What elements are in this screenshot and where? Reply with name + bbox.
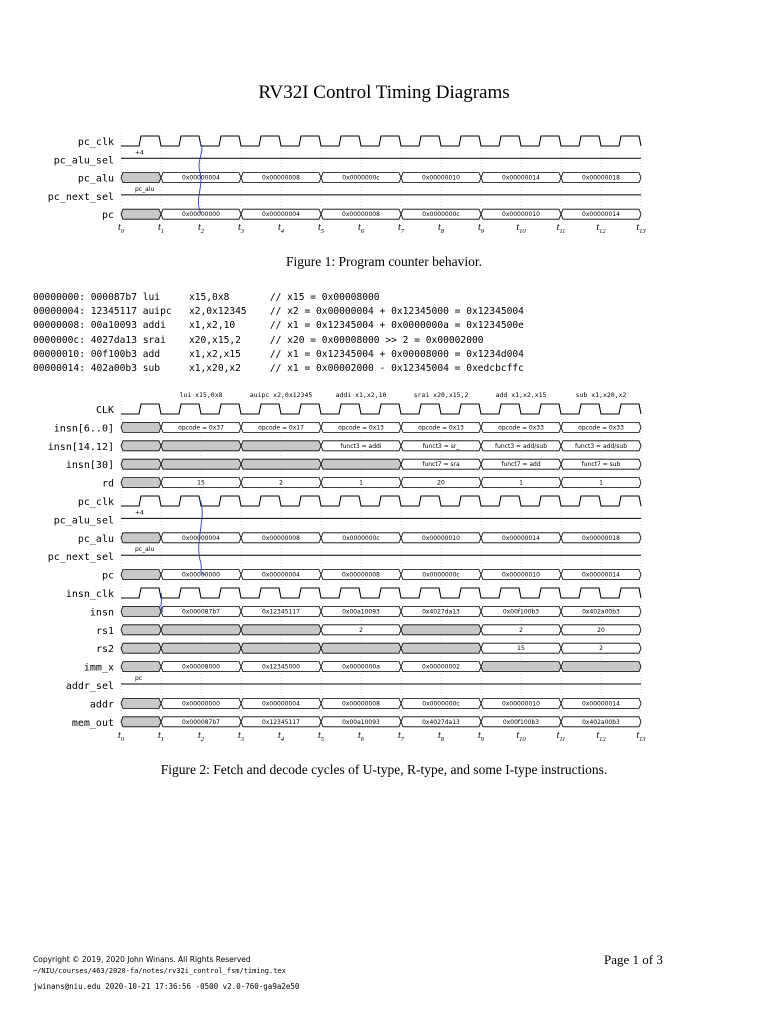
tick-label: $t_{13}$ [636, 729, 646, 743]
fig2-addr-value: 0x00000014 [582, 700, 620, 708]
tick-subscript: 9 [480, 228, 485, 236]
fig1-label-pc-clk: pc_clk [77, 137, 114, 148]
page-number: Page 1 of 3 [604, 952, 663, 967]
fig2-label-pc: pc [101, 570, 114, 582]
tick-label: $t_1$ [157, 222, 165, 236]
tick-subscript: 13 [639, 735, 646, 743]
fig2-pc-alu-value: 0x00000004 [182, 534, 220, 542]
figure-2-caption: Figure 2: Fetch and decode cycles of U-type, R-type, and some I-type instructions. [160, 762, 608, 777]
tick-label: $t_{12}$ [596, 729, 606, 743]
fig2-rd-segment [121, 478, 161, 488]
fig2-rs1-segment [241, 625, 321, 635]
tick-label: $t_8$ [437, 222, 445, 236]
tick-label: $t_0$ [117, 222, 125, 236]
tick-label: $t_{10}$ [516, 729, 526, 743]
source-path: ~/NIU/courses/463/2020-fa/notes/rv32i_control_fsm/timing.tex [33, 967, 286, 975]
tick-label: $t_1$ [157, 729, 165, 743]
document-title: RV32I Control Timing Diagrams [258, 82, 510, 103]
fig1-label-pc-next-sel: pc_next_sel [47, 191, 114, 203]
fig1-pc-alu-sel-value: +4 [135, 149, 144, 157]
fig2-insn-14-12-segment [121, 441, 161, 451]
fig2-pc-alu-value: 0x00000008 [262, 534, 300, 542]
fig2-addr-sel-value: pc [135, 675, 143, 682]
fig2-insn-14-12-value: funct3 = add/sub [574, 442, 628, 450]
fig2-insn-6-0-value: opcode = 0x33 [498, 424, 544, 432]
figure-1-caption: Figure 1: Program counter behavior. [285, 254, 483, 269]
fig2-insn-value: 0x000087b7 [182, 608, 220, 616]
fig1-pc-value: 0x00000008 [342, 211, 380, 219]
fig2-insn-30-value: funct7 = sra [422, 461, 460, 469]
tick-subscript: 7 [400, 228, 405, 236]
fig2-rs2-segment [161, 643, 241, 653]
fig1-pc-value: 0x00000010 [502, 211, 540, 219]
tick-label: $t_7$ [397, 729, 405, 743]
fig2-rd-value: 1 [599, 479, 603, 487]
fig2-mem-out-value: 0x000087b7 [182, 718, 220, 726]
fig1-label-pc-alu-sel: pc_alu_sel [53, 155, 114, 167]
fig2-label-insn-clk: insn_clk [65, 589, 114, 600]
fig2-rd-value: 15 [197, 479, 205, 487]
version-info: jwinans@niu.edu 2020-10-21 17:36:56 -0500 v2.0-760-ga9a2e50 [33, 982, 300, 991]
fig2-rd-value: 1 [519, 479, 523, 487]
fig2-pc-alu-value: 0x0000000c [342, 534, 380, 542]
fig2-label-addr: addr [89, 699, 114, 711]
tick-label: $t_{12}$ [596, 222, 606, 236]
tick-subscript: 11 [559, 228, 566, 236]
fig2-label-imm-x: imm_x [83, 662, 114, 674]
fig2-addr-value: 0x00000000 [182, 700, 220, 708]
fig2-rs2-segment [121, 643, 161, 653]
fig2-label-rs1: rs1 [95, 625, 114, 637]
fig2-pc-value: 0x0000000c [422, 571, 460, 579]
fig2-pc-value: 0x00000014 [582, 571, 620, 579]
tick-subscript: 7 [400, 735, 405, 743]
fig2-imm-x-value: 0x12345000 [262, 663, 300, 671]
tick-subscript: 11 [559, 735, 566, 743]
fig2-addr-value: 0x00000010 [502, 700, 540, 708]
tick-subscript: 3 [240, 228, 245, 236]
tick-label: $t_4$ [277, 729, 285, 743]
code-line: 00000004: 12345117 auipc x2,0x12345 // x2 = 0x00000004 + 0x12345000 = 0x12345004 [33, 306, 524, 318]
fig1-pc-value: 0x00000000 [182, 211, 220, 219]
fig2-insn-30-segment [241, 459, 321, 469]
tick-label: $t_7$ [397, 222, 405, 236]
fig2-insn-6-0-value: opcode = 0x13 [418, 424, 464, 432]
fig2-label-insn-6-0: insn[6..0] [53, 423, 114, 435]
fig2-pc-value: 0x00000010 [502, 571, 540, 579]
fig2-insn-6-0-value: opcode = 0x33 [578, 424, 624, 432]
fig1-pc-alu-value: 0x00000004 [182, 174, 220, 182]
tick-label: $t_0$ [117, 729, 125, 743]
fig1-pc-alu-segment [121, 173, 161, 183]
tick-subscript: 4 [280, 228, 285, 236]
tick-subscript: 2 [200, 228, 205, 236]
fig2-insn-6-0-value: opcode = 0x13 [338, 424, 384, 432]
tick-subscript: 8 [440, 735, 445, 743]
fig2-addr-segment [121, 698, 161, 708]
fig2-pc-value: 0x00000008 [342, 571, 380, 579]
tick-subscript: 5 [320, 735, 325, 743]
fig2-instr-label: addi x1,x2,10 [335, 391, 387, 399]
fig1-pc-value: 0x0000000c [422, 211, 460, 219]
fig2-label-insn-14-12: insn[14.12] [47, 441, 114, 453]
fig2-rd-value: 1 [359, 479, 363, 487]
fig2-mem-out-value: 0x4027da13 [422, 718, 460, 726]
fig2-rs1-value: 2 [519, 626, 523, 634]
fig2-instr-label: auipc x2,0x12345 [249, 391, 313, 399]
tick-subscript: 4 [280, 735, 285, 743]
fig2-label-pc-next-sel: pc_next_sel [47, 552, 114, 564]
fig2-addr-value: 0x0000000c [422, 700, 460, 708]
tick-label: $t_6$ [357, 729, 365, 743]
fig2-label-insn: insn [89, 607, 114, 619]
fig2-mem-out-segment [121, 717, 161, 727]
tick-label: $t_5$ [317, 222, 325, 236]
fig2-insn-14-12-value: funct3 = addi [340, 442, 382, 450]
fig2-pc-value: 0x00000000 [182, 571, 220, 579]
fig2-label-pc-alu-sel: pc_alu_sel [53, 515, 114, 527]
fig2-clk-waveform [121, 404, 641, 414]
tick-subscript: 13 [639, 228, 646, 236]
fig2-imm-x-segment [561, 662, 641, 672]
fig1-pc-alu-value: 0x00000008 [262, 174, 300, 182]
fig2-pc-value: 0x00000004 [262, 571, 300, 579]
tick-label: $t_9$ [477, 729, 485, 743]
fig2-mem-out-value: 0x402a00b3 [582, 718, 620, 726]
fig2-insn-30-segment [121, 459, 161, 469]
fig1-pc-alu-value: 0x0000000c [342, 174, 380, 182]
fig2-rs1-segment [121, 625, 161, 635]
fig2-label-mem-out: mem_out [71, 717, 114, 729]
fig2-insn-30-segment [161, 459, 241, 469]
tick-subscript: 5 [320, 228, 325, 236]
fig2-insn-value: 0x12345117 [262, 608, 300, 616]
fig2-insn-14-12-segment [161, 441, 241, 451]
fig2-mem-out-value: 0x00f100b3 [502, 718, 540, 726]
fig1-label-pc-alu: pc_alu [77, 173, 114, 185]
fig2-label-addr-sel: addr_sel [65, 681, 114, 692]
tick-subscript: 8 [440, 228, 445, 236]
fig1-pc-alu-value: 0x00000010 [422, 174, 460, 182]
code-line: 00000000: 000087b7 lui x15,0x8 // x15 = 0x00008000 [33, 292, 380, 303]
fig2-pc-alu-segment [121, 533, 161, 543]
fig2-label-rd: rd [101, 478, 114, 490]
fig2-imm-x-value: 0x0000000a [342, 663, 380, 671]
fig2-rs2-segment [401, 643, 481, 653]
fig2-rs1-value: 20 [597, 626, 605, 634]
tick-label: $t_4$ [277, 222, 285, 236]
fig2-insn-30-value: funct7 = add [501, 461, 541, 469]
fig1-pc-alu-value: 0x00000018 [582, 174, 620, 182]
fig2-pc-alu-sel-value: +4 [135, 509, 144, 517]
fig2-rs2-value: 15 [517, 645, 525, 653]
fig2-pc-alu-value: 0x00000018 [582, 534, 620, 542]
fig1-label-pc: pc [101, 210, 114, 222]
tick-subscript: 0 [120, 735, 125, 743]
fig2-pc-segment [121, 570, 161, 580]
fig2-insn-30-segment [321, 459, 401, 469]
fig2-label-pc-clk: pc_clk [77, 497, 114, 508]
tick-subscript: 10 [519, 228, 526, 236]
code-line: 00000010: 00f100b3 add x1,x2,x15 // x1 = 0x12345004 + 0x00008000 = 0x1234d004 [33, 348, 524, 360]
fig2-instr-label: lui x15,0x8 [179, 391, 223, 399]
fig2-pc-alu-value: 0x00000010 [422, 534, 460, 542]
tick-subscript: 0 [120, 228, 125, 236]
tick-label: $t_2$ [197, 729, 205, 743]
fig2-imm-x-value: 0x00008000 [182, 663, 220, 671]
fig2-insn-6-0-value: opcode = 0x37 [178, 424, 224, 432]
fig1-pc-clk-waveform [121, 136, 641, 146]
fig2-insn-6-0-segment [121, 422, 161, 432]
tick-subscript: 6 [360, 735, 365, 743]
fig1-pc-alu-value: 0x00000014 [502, 174, 540, 182]
fig2-mem-out-value: 0x12345117 [262, 718, 300, 726]
tick-label: $t_9$ [477, 222, 485, 236]
fig2-label-clk: CLK [95, 405, 114, 416]
tick-subscript: 12 [599, 735, 606, 743]
tick-label: $t_{13}$ [636, 222, 646, 236]
tick-subscript: 3 [240, 735, 245, 743]
tick-subscript: 2 [200, 735, 205, 743]
fig2-insn-14-12-value: funct3 = add/sub [494, 442, 548, 450]
fig2-rs2-segment [241, 643, 321, 653]
fig1-pc-segment [121, 209, 161, 219]
fig1-pc-value: 0x00000014 [582, 211, 620, 219]
fig2-insn-value: 0x402a00b3 [582, 608, 620, 616]
fig2-instr-label: sub x1,x20,x2 [575, 391, 627, 399]
code-line: 00000008: 00a10093 addi x1,x2,10 // x1 = 0x12345004 + 0x0000000a = 0x1234500e [33, 320, 524, 332]
tick-subscript: 1 [160, 228, 165, 236]
copyright-notice: Copyright © 2019, 2020 John Winans. All Rights Reserved [33, 955, 251, 964]
tick-label: $t_6$ [357, 222, 365, 236]
fig2-rs1-segment [161, 625, 241, 635]
fig2-imm-x-segment [121, 662, 161, 672]
tick-label: $t_3$ [237, 729, 245, 743]
tick-label: $t_{10}$ [516, 222, 526, 236]
tick-label: $t_2$ [197, 222, 205, 236]
code-listing [33, 291, 524, 376]
fig2-imm-x-value: 0x00000002 [422, 663, 460, 671]
fig1-pc-next-sel-value: pc_alu [135, 185, 155, 193]
tick-subscript: 6 [360, 228, 365, 236]
code-line: 00000014: 402a00b3 sub x1,x20,x2 // x1 = 0x00002000 - 0x12345004 = 0xedcbcffc [33, 363, 524, 375]
fig2-insn-value: 0x00a10093 [342, 608, 380, 616]
tick-subscript: 9 [480, 735, 485, 743]
fig2-rs1-value: 2 [359, 626, 363, 634]
fig2-pc-alu-value: 0x00000014 [502, 534, 540, 542]
fig2-insn-value: 0x4027da13 [422, 608, 460, 616]
code-line: 0000000c: 4027da13 srai x20,x15,2 // x20 = 0x00008000 >> 2 = 0x00002000 [33, 334, 484, 346]
fig2-rd-value: 20 [437, 479, 445, 487]
fig2-imm-x-segment [481, 662, 561, 672]
fig2-label-rs2: rs2 [95, 644, 114, 656]
fig2-insn-6-0-value: opcode = 0x17 [258, 424, 304, 432]
fig2-label-pc-alu: pc_alu [77, 533, 114, 545]
tick-label: $t_{11}$ [556, 222, 566, 236]
fig2-label-insn-30: insn[30] [65, 460, 114, 472]
tick-label: $t_5$ [317, 729, 325, 743]
fig2-insn-segment [121, 606, 161, 616]
fig2-insn-14-12-segment [241, 441, 321, 451]
fig2-pc-next-sel-value: pc_alu [135, 546, 155, 554]
tick-subscript: 10 [519, 735, 526, 743]
fig2-insn-14-12-value: funct3 = sr_ [422, 442, 460, 450]
fig2-instr-label: add x1,x2,x15 [495, 391, 547, 399]
fig2-rs2-segment [321, 643, 401, 653]
fig2-rs1-segment [401, 625, 481, 635]
tick-subscript: 12 [599, 228, 606, 236]
fig2-mem-out-value: 0x00a10093 [342, 718, 380, 726]
fig2-insn-clk-waveform [121, 588, 641, 598]
fig2-insn-30-value: funct7 = sub [581, 461, 621, 469]
tick-subscript: 1 [160, 735, 165, 743]
fig2-rs2-value: 2 [599, 645, 603, 653]
fig1-pc-value: 0x00000004 [262, 211, 300, 219]
fig2-insn-value: 0x00f100b3 [502, 608, 540, 616]
tick-label: $t_{11}$ [556, 729, 566, 743]
fig2-instr-label: srai x20,x15,2 [413, 391, 469, 399]
fig2-addr-value: 0x00000008 [342, 700, 380, 708]
fig2-addr-value: 0x00000004 [262, 700, 300, 708]
tick-label: $t_8$ [437, 729, 445, 743]
fig2-pc-clk-waveform [121, 496, 641, 506]
tick-label: $t_3$ [237, 222, 245, 236]
fig2-rd-value: 2 [279, 479, 283, 487]
